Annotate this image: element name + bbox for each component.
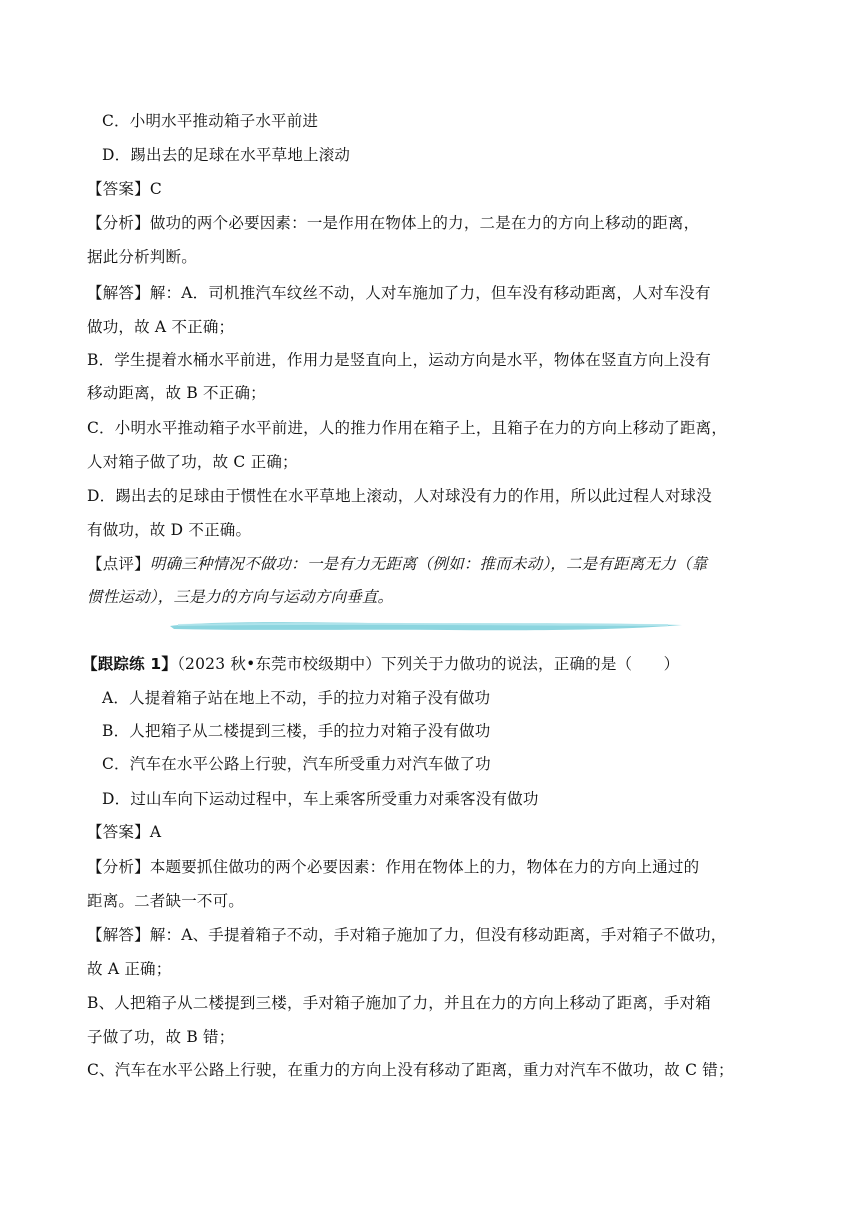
analysis-text: 本题要抓住做功的两个必要因素：作用在物体上的力，物体在力的方向上通过的 <box>149 858 700 876</box>
practice-analysis <box>87 857 699 877</box>
prev-solution-cont: 做功，故 A 不正确； <box>87 318 235 336</box>
prev-solution-d1: D．踢出去的足球由于惯性在水平草地上滚动，人对球没有力的作用，所以此过程人对球没 <box>87 487 712 505</box>
practice-solution <box>87 925 726 945</box>
prev-solution-d2: 有做功，故 D 不正确。 <box>87 521 252 539</box>
answer-tag: 【答案】 <box>87 823 150 841</box>
practice-solution-b1: B、人把箱子从二楼提到三楼，手对箱子施加了力，并且在力的方向上移动了距离，手对箱 <box>87 994 711 1012</box>
solution-text: 解：A．司机推汽车纹丝不动，人对车施加了力，但车没有移动距离，人对车没有 <box>149 284 711 302</box>
prev-solution-b1: B．学生提着水桶水平前进，作用力是竖直向上，运动方向是水平，物体在竖直方向上没有 <box>87 351 711 369</box>
solution-tag: 【解答】 <box>87 284 150 302</box>
practice-option-c: C．汽车在水平公路上行驶，汽车所受重力对汽车做了功 <box>102 755 491 773</box>
prev-comment-cont: 惯性运动），三是力的方向与运动方向垂直。 <box>87 588 394 606</box>
practice-analysis-cont: 距离。二者缺一不可。 <box>87 892 245 910</box>
practice-option-b: B．人把箱子从二楼提到三楼，手的拉力对箱子没有做功 <box>102 722 491 740</box>
solution-text: 解：A、手提着箱子不动，手对箱子施加了力，但没有移动距离，手对箱子不做功， <box>149 926 727 944</box>
practice-heading <box>82 654 679 674</box>
comment-tag: 【点评】 <box>87 555 150 573</box>
prev-answer <box>87 179 162 199</box>
answer-value: C <box>149 180 162 198</box>
prev-option-c: C．小明水平推动箱子水平前进 <box>102 112 319 130</box>
analysis-tag: 【分析】 <box>87 214 150 232</box>
prev-solution-c2: 人对箱子做了功，故 C 正确； <box>87 453 298 471</box>
practice-question: （2023 秋•东莞市校级期中）下列关于力做功的说法，正确的是（ ） <box>177 655 680 673</box>
prev-analysis-cont: 据此分析判断。 <box>87 248 197 266</box>
practice-answer <box>87 822 161 842</box>
prev-solution-c1: C．小明水平推动箱子水平前进，人的推力作用在箱子上，且箱子在力的方向上移动了距离， <box>87 419 728 437</box>
brush-divider <box>168 619 684 633</box>
analysis-tag: 【分析】 <box>87 858 150 876</box>
practice-solution-c1: C、汽车在水平公路上行驶，在重力的方向上没有移动了距离，重力对汽车不做功，故 C 错； <box>87 1061 734 1079</box>
prev-analysis <box>87 213 699 233</box>
analysis-text: 做功的两个必要因素：一是作用在物体上的力，二是在力的方向上移动的距离， <box>149 214 700 232</box>
solution-tag: 【解答】 <box>87 926 150 944</box>
practice-solution-cont: 故 A 正确； <box>87 960 172 978</box>
prev-solution-b2: 移动距离，故 B 不正确； <box>87 384 266 402</box>
comment-text: 明确三种情况不做功：一是有力无距离（例如：推而未动），二是有距离无力（靠 <box>149 555 708 573</box>
practice-option-a: A．人提着箱子站在地上不动，手的拉力对箱子没有做功 <box>102 689 491 707</box>
practice-tag: 【跟踪练 1】 <box>82 655 178 673</box>
prev-option-d: D．踢出去的足球在水平草地上滚动 <box>102 146 351 164</box>
answer-tag: 【答案】 <box>87 180 150 198</box>
practice-option-d: D．过山车向下运动过程中，车上乘客所受重力对乘客没有做功 <box>102 790 539 808</box>
prev-solution <box>87 283 711 303</box>
practice-solution-b2: 子做了功，故 B 错； <box>87 1028 235 1046</box>
answer-value: A <box>149 823 162 841</box>
prev-comment <box>87 554 707 574</box>
